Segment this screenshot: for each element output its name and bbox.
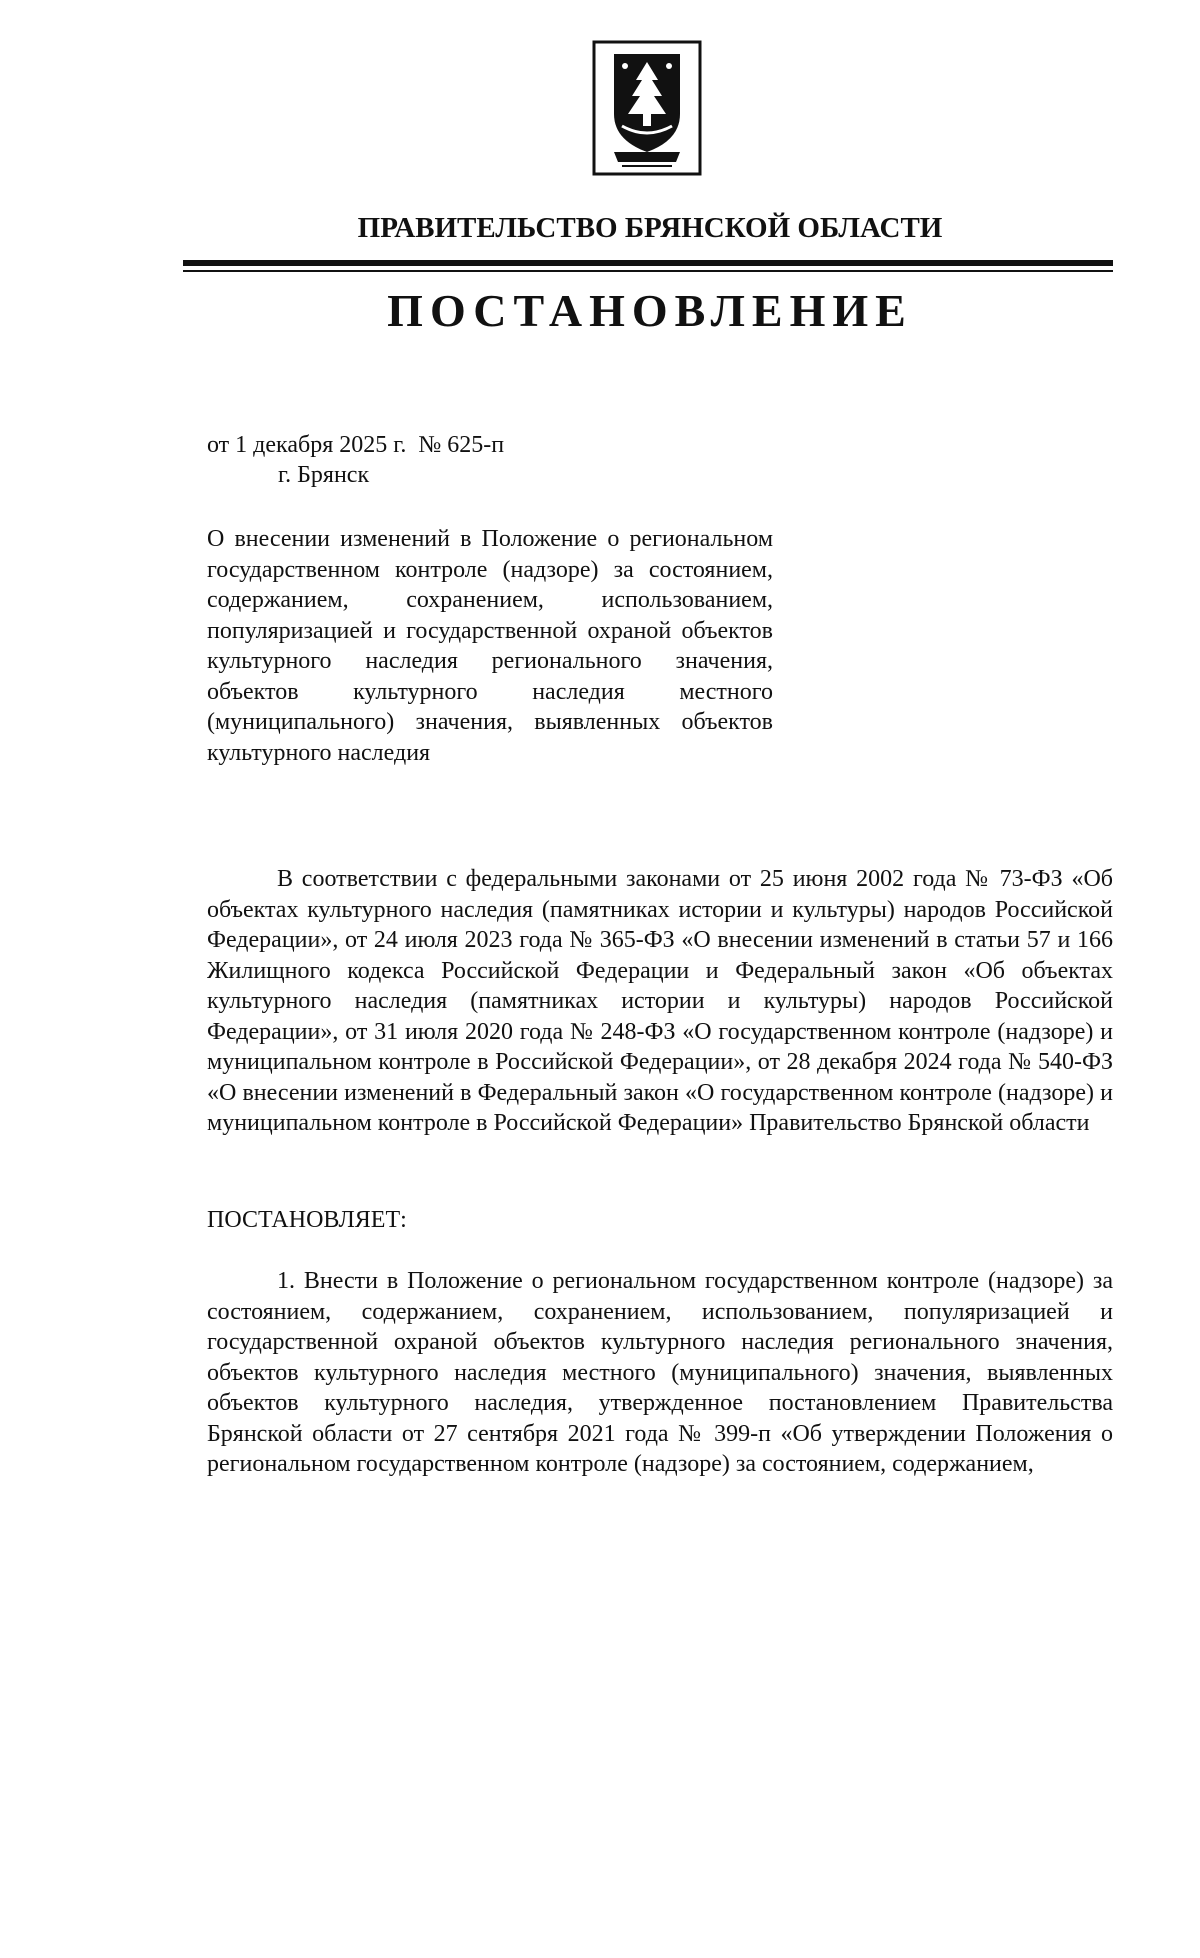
item-1-paragraph: 1. Внести в Положение о региональном государственном контроле (надзоре) за состоянием, содержанием, сохранением, использованием, популяризацией и государственной охраной объектов культурного наследия регионального значения, объектов культурного наследия местного (муниципального) значения, выявленных объектов культурного наследия, утвержденное постановлением Правительства Брянской области от 27 сентября 2021 года № 399-п «Об утверждении Положения о региональном государственном контроле (надзоре) за состоянием, содержанием, — [207, 1268, 1113, 1477]
document-city: г. Брянск — [278, 462, 370, 488]
coat-of-arms-icon — [592, 40, 702, 176]
document-subject: О внесении изменений в Положение о региональном государственном контроле (надзоре) за состоянием, содержанием, сохранением, использованием, популяризацией и государственной охраной объектов культурного наследия регионального значения, объектов культурного наследия местного (муниципального) значения, выявленных объектов культурного наследия — [207, 526, 773, 766]
header-divider-thick — [183, 260, 1113, 266]
header-divider-thin — [183, 270, 1113, 272]
document-date: 1 декабря 2025 г. — [235, 432, 407, 458]
document-type-title: ПОСТАНОВЛЕНИЕ — [387, 285, 913, 336]
preamble-paragraph: В соответствии с федеральными законами от 25 июня 2002 года № 73-ФЗ «Об объектах культурного наследия (памятниках истории и культуры) народов Российской Федерации», от 24 июля 2023 года № 365-ФЗ «О внесении изменений в статьи 57 и 166 Жилищного кодекса Российской Федерации и Федеральный закон «Об объектах культурного наследия (памятниках истории и культуры) народов Российской Федерации», от 31 июля 2020 года № 248-ФЗ «О государственном контроле (надзоре) и муниципальном контроле в Российской Федерации», от 28 декабря 2024 года № 540-ФЗ «О внесении изменений в Федеральный закон «О государственном контроле (надзоре) и муниципальном контроле в Российской Федерации» Правительство Брянской области — [207, 866, 1113, 1136]
number-sign: № — [418, 432, 442, 458]
resolves-heading: ПОСТАНОВЛЯЕТ: — [207, 1207, 407, 1233]
organization-title: ПРАВИТЕЛЬСТВО БРЯНСКОЙ ОБЛАСТИ — [357, 212, 943, 244]
document-number: 625-п — [447, 432, 505, 458]
date-prefix: от — [207, 432, 230, 458]
document-date-line — [207, 432, 510, 459]
